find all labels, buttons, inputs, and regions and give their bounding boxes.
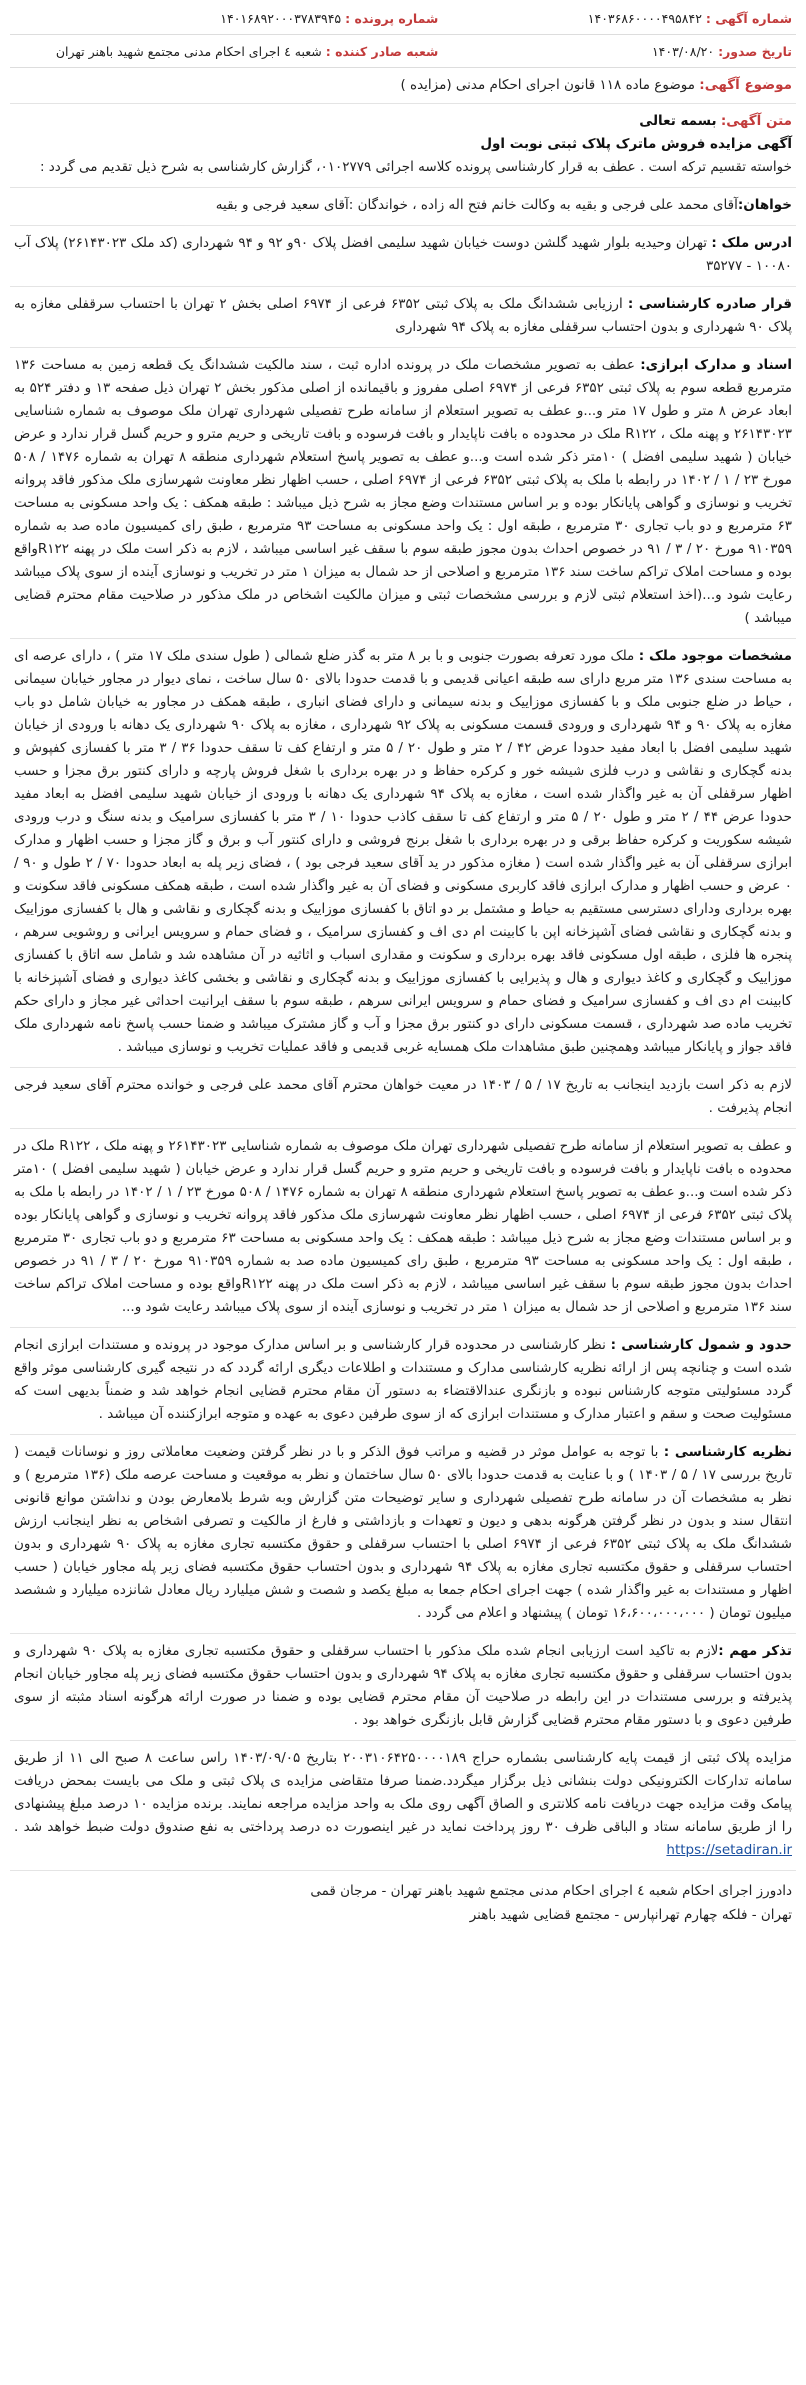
plaintiff-label: خواهان: xyxy=(737,197,792,213)
issuing-branch-label: شعبه صادر کننده : xyxy=(325,43,439,59)
notice-number-label: شماره آگهی : xyxy=(705,10,792,26)
municipal-inquiry-text: و عطف به تصویر استعلام از سامانه طرح تفصیلی شهرداری تهران ملک موصوف به شماره شناسایی ۲۶۱۴۳۰۲۳ و پهنه ملک ، R۱۲۲ ملک در محدوده ه بافت ناپایدار و بافت فرسوده و بافت تاریخی و حریم مترو و حریم گسل قرار ندارد و عرض خیابان ( شهید سلیمی افضل ) ۱۰متر ذکر شده است و...و عطف به تصویر پاسخ استعلام شهرداری منطقه ۸ تهران به شماره ۱۴۷۶ / ۵۰۸ مورخ ۲۳ / ۱ / ۱۴۰۲ در رابطه با ملک به پلاک ثبتی ۶۳۵۲ فرعی از ۶۹۷۴ اصلی ، حسب اظهار نظر معاونت شهرسازی ملک مذکور فاقد پروانه تخریب و نوسازی و گواهی پایانکار بوده و بر اساس مستندات وضع مجاز به شرح ذیل میباشد : طبقه همکف : یک واحد مسکونی به مساحت ۶۳ مترمربع و دو باب تجاری ۳۰ مترمربع ، طبقه اول : یک واحد مسکونی به مساحت ۹۳ مترمربع ، طبق رای کمیسیون ماده صد به شماره ۹۱۰۳۵۹ مورخ ۲۰ / ۳ / ۹۱ در خصوص احداث بدون مجوز طبقه سوم با سقف غیر اساسی میباشد ، لازم به ذکر است ملک در پهنه R۱۲۲واقع بوده و مساحت املاک تراکم ساخت سند ۱۳۶ مترمربع و اصلاحی از حد شمال به میزان ۱ متر در تخریب و نوسازی آینده از سوی پلاک میباشد رعایت شود و... xyxy=(14,1138,793,1315)
intro-text: خواسته تقسیم ترکه است . عطف به قرار کارشناسی پرونده کلاسه اجرائی ۰۱۰۲۷۷۹، گزارش کارشناسی به شرح ذیل تقدیم می گردد : xyxy=(39,159,792,175)
documents-text: عطف به تصویر مشخصات ملک در پرونده اداره ثبت ، سند مالکیت ششدانگ یک قطعه زمین به مساحت ۱۳۶ مترمربع قطعه سوم به پلاک ثبتی ۶۳۵۲ فرعی از ۶۹۷۴ اصلی مفروز و باقیمانده از اصلی مذکور بخش ۲ تهران ذیل صفحه ۱۳ و دفتر ۵۲۴ به ابعاد عرض ۸ متر و طول ۱۷ متر و...و عطف به تصویر استعلام از سامانه طرح تفصیلی شهرداری تهران ملک موصوف به شماره شناسایی ۲۶۱۴۳۰۲۳ و پهنه ملک ، R۱۲۲ ملک در محدوده ه بافت ناپایدار و بافت فرسوده و بافت تاریخی و حریم مترو و حریم گسل قرار ندارد و عرض خیابان ( شهید سلیمی افضل ) ۱۰متر ذکر شده است و...و عطف به تصویر پاسخ استعلام شهرداری منطقه ۸ تهران به شماره ۱۴۷۶ / ۵۰۸ مورخ ۲۳ / ۱ / ۱۴۰۲ در رابطه با ملک به پلاک ثبتی ۶۳۵۲ فرعی از ۶۹۷۴ اصلی ، حسب اظهار نظر معاونت شهرسازی ملک مذکور فاقد پروانه تخریب و نوسازی و گواهی پایانکار بوده و بر اساس مستندات وضع مجاز به شرح ذیل میباشد : طبقه همکف : یک واحد مسکونی به مساحت ۶۳ مترمربع و دو باب تجاری ۳۰ مترمربع ، طبقه اول : یک واحد مسکونی به مساحت ۹۳ مترمربع ، طبق رای کمیسیون ماده صد به شماره ۹۱۰۳۵۹ مورخ ۲۰ / ۳ / ۹۱ در خصوص احداث بدون مجوز طبقه سوم با سقف غیر اساسی میباشد ، لازم به ذکر است ملک در پهنه R۱۲۲واقع بوده و مساحت املاک تراکم ساخت سند ۱۳۶ مترمربع و اصلاحی از حد شمال به میزان ۱ متر در تخریب و نوسازی آینده از سوی پلاک میباشد رعایت شود و...(اخذ استعلام ثبتی لازم و بررسی مشخصات ثبتی و میزان مالکیت اشخاص در ملک مذکور در صلاحیت مقام محترم قضایی میباشد ) xyxy=(14,357,793,626)
section-plaintiff xyxy=(10,188,796,226)
issue-date-cell xyxy=(442,44,796,59)
body-intro xyxy=(10,104,796,188)
subject-line xyxy=(10,68,796,104)
header-row-2 xyxy=(10,35,796,68)
footer-address: تهران - فلکه چهارم تهرانپارس - مجتمع قضایی شهید باهنر xyxy=(469,1907,792,1923)
address-text: تهران وحیدیه بلوار شهید گلشن دوست خیابان شهید سلیمی افضل پلاک ۹۰و ۹۲ و ۹۴ شهرداری (کد ملک ۲۶۱۴۳۰۲۳) پلاک آب ۱۰۰۸۰ - ۳۵۲۷۷ xyxy=(14,235,792,274)
specs-label: مشخصات موجود ملک : xyxy=(638,648,793,664)
documents-label: اسناد و مدارک ابرازی: xyxy=(640,357,792,373)
body-label: متن آگهی: xyxy=(720,113,792,129)
order-label: قرار صادره کارشناسی : xyxy=(627,296,793,312)
section-visit-note xyxy=(10,1068,796,1129)
issuing-branch: شعبه ٤ اجرای احکام مدنی مجتمع شهید باهنر تهران xyxy=(55,43,322,59)
auction-text: مزایده پلاک ثبتی از قیمت پایه کارشناسی بشماره حراج ۲۰۰۳۱۰۶۴۲۵۰۰۰۰۱۸۹ بتاریخ ۱۴۰۳/۰۹/۰۵ راس ساعت ۸ صبح الی ۱۱ از طریق سامانه تدارکات الکترونیکی دولت بنشانی ذیل برگزار میگردد.ضمنا صرفا متقاضی مزایده ی پلاک ثبتی و ملک می بایست بمحض دریافت پیامک وقت مزایده جهت دریافت نامه کلانتری و الصاق آگهی روی ملک به واحد مزایده مراجعه نمایند. برنده مزایده ۱۰ درصد مبلغ پیشنهادی را از طریق سامانه ستاد و الباقی ظرف ۳۰ روز پرداخت نماید در غیر اینصورت ده درصد پرداختی به نفع صندوق دولت ضبط خواهد شد . xyxy=(14,1750,793,1835)
notice-number-cell xyxy=(442,11,796,26)
warning-text: لازم به تاکید است ارزیابی انجام شده ملک مذکور با احتساب سرقفلی و حقوق مکتسبه تجاری مغازه به پلاک ۹۰ شهرداری و بدون احتساب سرقفلی و حقوق مکتسبه تجاری مغازه به پلاک ۹۴ شهرداری و بدون احتساب حقوق مکتسبه فضای زیر پله مجاور خیابان انجام پذیرفته و بررسی مستندات در این رابطه در صلاحیت آن مقام محترم قضایی بوده و ضمنا در صورت ارائه هرگونه اسناد مثبته از سوی طرفین دعوی و با دستور مقام محترم قضایی گزارش قابل بازنگری خواهد بود . xyxy=(14,1643,792,1728)
setad-link[interactable]: https://setadiran.ir xyxy=(666,1842,792,1858)
footer xyxy=(10,1871,796,1927)
order-text: ارزیابی ششدانگ ملک به پلاک ثبتی ۶۳۵۲ فرعی از ۶۹۷۴ اصلی بخش ۲ تهران با احتساب سرقفلی مغازه به پلاک ۹۰ شهرداری و بدون احتساب سرقفلی مغازه به پلاک ۹۴ شهرداری xyxy=(14,296,792,335)
section-order xyxy=(10,287,796,348)
body-opening-line xyxy=(14,110,792,133)
section-opinion xyxy=(10,1435,796,1634)
issue-date: ۱۴۰۳/۰۸/۲۰ xyxy=(651,43,715,59)
footer-officer: دادورز اجرای احکام شعبه ٤ اجرای احکام مدنی مجتمع شهید باهنر تهران - مرجان قمی xyxy=(310,1883,792,1899)
case-number: ۱۴۰۱۶۸۹۲۰۰۰۳۷۸۳۹۴۵ xyxy=(220,10,342,26)
section-address xyxy=(10,226,796,287)
subject-text: موضوع ماده ۱۱۸ قانون اجرای احکام مدنی (مزایده ) xyxy=(400,77,695,93)
warning-label: تذکر مهم : xyxy=(718,1643,792,1659)
issuing-branch-cell xyxy=(10,44,442,59)
specs-text: ملک مورد تعرفه بصورت جنوبی و با بر ۸ متر به گذر ضلع شمالی ( طول سندی ملک ۱۷ متر ) ، دارای عرصه ای به مساحت سندی ۱۳۶ متر مربع دارای سه طبقه اعیانی قدیمی و با قدمت حدودا بالای ۵۰ سال ساخت ، نمای دیوار در مجاور خیابان سیمانی ، حیاط در ضلع جنوبی ملک و با کفسازی موزاییک و بدنه سیمانی و دارای فضای انباری ، طبقه همکف در مجاور به خیابان شامل دو باب مغازه به پلاک ۹۰ و ۹۴ شهرداری و ورودی قسمت مسکونی به پلاک ۹۲ شهرداری ، مغازه به پلاک ۹۰ شهرداری یک دهانه با ورودی از خیابان شهید سلیمی افضل با ابعاد مفید حدودا عرض ۴۲ / ۲ متر و طول ۲۰ / ۵ متر و ارتفاع کف تا سقف حدودا ۳۶ / ۳ متر با کفسازی کفپوش و بدنه گچکاری و نقاشی و درب فلزی شیشه خور و کرکره حفاظ و در بهره برداری با شغل فروش پارچه و دارای کنتور برق مجزا و حسب اظهار سرقفلی آن به غیر واگذار شده است ، مغازه به پلاک ۹۴ شهرداری یک دهانه با ورودی از خیابان شهید سلیمی افضل به ابعاد مفید حدودا عرض ۴۴ / ۲ متر و طول ۲۰ / ۵ متر و ارتفاع کف تا سقف کاذب حدودا ۱۰ / ۳ متر با کفسازی سرامیک و بدنه سنگ و درب ورودی شیشه سکوریت و کرکره حفاظ برقی و در بهره برداری با شغل برنج فروشی و دارای کنتور آب و برق و گاز مجزا و حسب اظهار و مدارک ابرازی سرقفلی آن به غیر واگذار شده است ( مغازه مذکور در ید آقای سعید فرجی بود ) ، فضای زیر پله به ابعاد حدودا ۷۰ / ۲ طول و ۹۰ / ۰ عرض و حسب اظهار و مدارک ابرازی فاقد کاربری مسکونی و فضای آن به غیر واگذار شده است ، طبقه همکف مسکونی فاقد سکونت و بهره برداری ودارای دسترسی مستقیم به حیاط و مشتمل بر دو اتاق با کفسازی موزاییک و بدنه گچکاری و نقاشی و هال با کفسازی موزاییک و بدنه گچکاری و نقاشی فضای آشپزخانه اپن با کابینت ام دی اف و کفسازی سرامیک ، و فضای حمام و سرویس ایرانی و روشویی سرهم ، پنجره ها فلزی ، طبقه اول مسکونی فاقد بهره برداری و سکونت و مقداری اسباب و اثاثیه در آن مشاهده شد و شامل سه اتاق با کفسازی موزاییک و گچکاری و کاغذ دیواری و هال و پذیرایی با کفسازی موزاییک و بدنه گچکاری و نقاشی و بخشی کاغذ دیواری و فضای آشپزخانه با کابینت ام دی اف و کفسازی سرامیک و فضای حمام و سرویس ایرانی سرهم ، طبقه سوم با سقف ایرانیت احداثی غیر مجاز و دارای حکم تخریب ماده صد شهرداری ، قسمت مسکونی دارای دو کنتور برق مجزا و آب و گاز مشترک میباشد و ضمنا حسب پاسخ نامه شهرداری ملک فاقد جواز و پایانکار میباشد وهمچنین طبق مشاهدات ملک همسایه غربی قدیمی و فاقد عملیات تخریب و نوسازی میباشد . xyxy=(14,648,793,1055)
case-number-cell xyxy=(10,11,442,26)
notice-title: آگهی مزایده فروش ماترک پلاک ثبتی نوبت اول xyxy=(480,136,792,152)
section-auction xyxy=(10,1741,796,1871)
header-row-1 xyxy=(10,2,796,35)
plaintiff-text: آقای محمد علی فرجی و بقیه به وکالت خانم فتح اله زاده ، خواندگان :آقای سعید فرجی و بقیه xyxy=(215,197,738,213)
section-specs xyxy=(10,639,796,1068)
visit-note-text: لازم به ذکر است بازدید اینجانب به تاریخ ۱۷ / ۵ / ۱۴۰۳ در معیت خواهان محترم آقای محمد علی فرجی و خوانده محترم آقای سعید فرجی انجام پذیرفت . xyxy=(14,1077,793,1116)
body-opening: بسمه تعالی xyxy=(639,113,717,129)
opinion-text: با توجه به عوامل موثر در قضیه و مراتب فوق الذکر و با در نظر گرفتن وضعیت معاملاتی روز و نوسانات قیمت ( تاریخ بررسی ۱۷ / ۵ / ۱۴۰۳ ) و با عنایت به قدمت حدودا بالای ۵۰ سال ساختمان و نظر به موقعیت و مساحت عرصه ملک (۱۳۶ مترمربع ) و نظر به مشخصات آن در سامانه طرح تفصیلی شهرداری و سایر توضیحات متن گزارش وبه شرط بلامعارض بودن و نداشتن موانع قانونی انتقال سند و بدون در نظر گرفتن هرگونه بدهی و دیون و تعهدات و بازداشتی و فارغ از مالکیت و تصرفی اشخاص به نظر اینجانب ارزش ششدانگ ملک به پلاک ثبتی ۶۳۵۲ فرعی از ۶۹۷۴ اصلی با احتساب سرقفلی و حقوق مکتسبه تجاری مغازه به پلاک ۹۰ شهرداری و بدون احتساب سرقفلی و حقوق مکتسبه تجاری مغازه به پلاک ۹۴ شهرداری و بدون احتساب حقوق مکتسبه فضای زیر پله مجاور خیابان ( حسب اظهار و مستندات به غیر واگذار شده ) جهت اجرای احکام جمعا به مبلغ یکصد و شصت و شش میلیارد ریال معادل شانزده میلیارد و ششصد میلیون تومان ( ۱۶،۶۰۰،۰۰۰،۰۰۰ تومان ) پیشنهاد و اعلام می گردد . xyxy=(14,1444,792,1621)
subject-label: موضوع آگهی: xyxy=(699,77,792,93)
scope-text: نظر کارشناسی در محدوده قرار کارشناسی و بر اساس مدارک موجود در پرونده و مستندات ابرازی انجام شده است و چنانچه پس از ارائه نظریه کارشناسی مدارک و مستندات و اطلاعات دیگری ارائه گردد که در نتیجه گیری کارشناسی موثر واقع گردد مسئولیتی متوجه کارشناس نبوده و بازنگری عندالاقتضاء به دستور آن مقام محترم قضایی انجام خواهد شد و ضمناً بدیهی است که مسئولیت صحت و سقم و اعتبار مدارک و مستندات ابرازی که از سوی طرفین دعوی به عهده و متوجه ابرازکننده آن میباشد . xyxy=(14,1337,792,1422)
address-label: ادرس ملک : xyxy=(711,235,792,251)
issue-date-label: تاریخ صدور: xyxy=(718,43,792,59)
notice-number: ۱۴۰۳۶۸۶۰۰۰۰۴۹۵۸۴۲ xyxy=(587,10,702,26)
scope-label: حدود و شمول کارشناسی : xyxy=(610,1337,792,1353)
section-warning xyxy=(10,1634,796,1741)
case-number-label: شماره پرونده : xyxy=(345,10,439,26)
section-documents xyxy=(10,348,796,639)
section-scope xyxy=(10,1328,796,1435)
opinion-label: نظریه کارشناسی : xyxy=(663,1444,793,1460)
section-municipal-inquiry xyxy=(10,1129,796,1328)
